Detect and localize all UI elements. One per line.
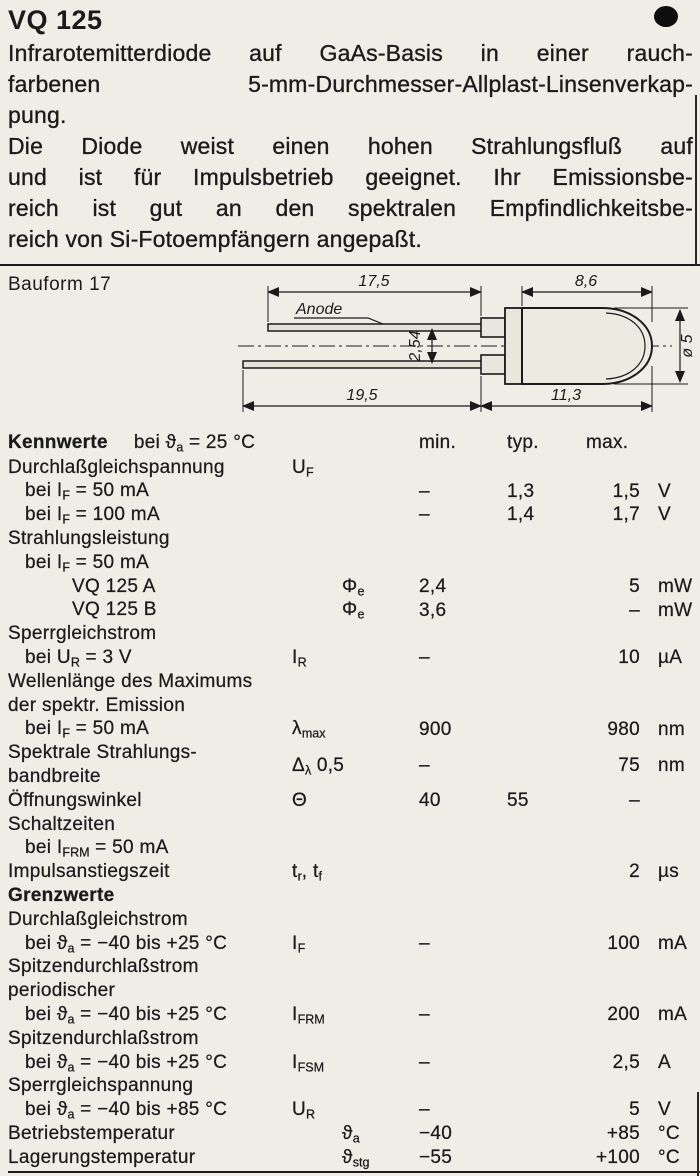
- row-label: bei $I_F = 50$ mA: [25, 480, 150, 503]
- table-row: [8, 861, 700, 885]
- row-label: bei $ϑ_a = -40$ bis +85 °C: [25, 1099, 228, 1122]
- table-row: [8, 956, 700, 980]
- row-symbol: $I_{FRM}$: [292, 1003, 325, 1027]
- row-label: Grenzwerte: [8, 884, 115, 906]
- bottom-rule: [8, 1171, 700, 1173]
- table-row: [8, 480, 700, 504]
- table-row: [8, 1051, 700, 1075]
- figure-label: Bauform 17: [8, 274, 112, 295]
- row-symbol: $t_r$, $t_f$: [292, 861, 323, 884]
- row-typ: 1,3: [507, 480, 535, 502]
- row-symbol: $\lambda_{max}$: [292, 718, 326, 741]
- row-symbol: $I_F$: [292, 932, 306, 956]
- lead-boss-bottom: [481, 355, 505, 374]
- row-unit: nm: [658, 718, 685, 740]
- row-max: +85: [606, 1123, 640, 1145]
- dim-lead-bottom-label: 19,5: [346, 387, 378, 404]
- row-min: 40: [419, 790, 441, 812]
- table-row: [8, 1146, 700, 1170]
- row-label: Spitzendurchlaßstrom: [8, 956, 199, 978]
- dim-body-label: 11,3: [551, 387, 581, 404]
- row-label: bei $I_{FRM} = 50$ mA: [25, 837, 169, 860]
- kennwerte-label: Kennwerte: [8, 431, 108, 453]
- black-dot-mark: [654, 6, 678, 27]
- table-row: [8, 1003, 700, 1027]
- intro-line: und ist für Impulsbetrieb geeignet. Ihr Emissionsbe-: [8, 164, 693, 190]
- row-label: VQ 125 B: [72, 599, 157, 621]
- row-min: –: [419, 1099, 430, 1121]
- anode-label: Anode: [296, 301, 343, 318]
- table-row: [8, 551, 700, 575]
- row-symbol: $\Phi_e$: [342, 575, 365, 599]
- row-unit: mA: [658, 1004, 688, 1026]
- row-max: 980: [607, 718, 640, 740]
- row-typ: 1,4: [507, 504, 535, 526]
- table-row: [8, 599, 700, 623]
- row-max: 1,5: [612, 480, 640, 502]
- row-unit: °C: [658, 1123, 680, 1145]
- row-min: –: [419, 647, 430, 669]
- table-row: [8, 694, 700, 718]
- row-min: 900: [419, 718, 452, 740]
- row-symbol: Θ: [292, 789, 308, 811]
- row-symbol: $\Delta_\lambda$ 0,5: [292, 755, 345, 778]
- row-symbol: $\Phi_e$: [342, 599, 365, 622]
- intro-line: reich von Si-Fotoempfängern angepaßt.: [8, 226, 422, 252]
- table-row: [8, 504, 700, 528]
- row-min: –: [419, 1051, 430, 1073]
- row-label: periodischer: [8, 980, 116, 1002]
- table-row: [8, 980, 700, 1004]
- row-label: VQ 125 A: [72, 575, 156, 597]
- row-label: Sperrgleichspannung: [8, 1075, 194, 1097]
- package-base: [505, 308, 522, 384]
- row-label: Betriebstemperatur: [8, 1122, 175, 1144]
- row-unit: V: [658, 480, 671, 502]
- row-max: 100: [607, 932, 640, 954]
- row-label: Schaltzeiten: [8, 813, 116, 835]
- row-label: bei $I_F = 50$ mA: [25, 551, 150, 575]
- row-label: Sperrgleichstrom: [8, 623, 157, 645]
- dim-diameter-label: ø 5: [679, 334, 696, 358]
- row-min: −55: [419, 1147, 453, 1168]
- table-header: [8, 430, 700, 456]
- row-min: –: [419, 932, 430, 954]
- row-typ: 55: [507, 790, 529, 812]
- row-max: 10: [618, 647, 640, 669]
- table-row: [8, 884, 700, 908]
- dim-lead-top-label: 17,5: [358, 273, 390, 290]
- row-max: 2: [629, 861, 640, 883]
- table-row: [8, 789, 700, 813]
- table-row: [8, 456, 700, 480]
- anode-leader-line: [294, 318, 383, 324]
- row-label: bei $ϑ_a = -40$ bis +25 °C: [25, 1003, 228, 1027]
- row-min: –: [419, 1004, 430, 1026]
- anode-lead: [268, 324, 490, 331]
- table-row: [8, 1122, 700, 1146]
- row-label: bei $I_F = 100$ mA: [25, 504, 160, 527]
- row-unit: nm: [658, 755, 685, 777]
- scan-artifact-line: [697, 1092, 699, 1176]
- row-max: 5: [629, 575, 640, 597]
- row-label: der spektr. Emission: [8, 694, 186, 716]
- row-min: −40: [419, 1123, 453, 1145]
- table-row: [8, 908, 700, 932]
- table-row: [8, 646, 700, 670]
- row-label: Lagerungstemperatur: [8, 1146, 196, 1168]
- row-label: Durchlaßgleichstrom: [8, 908, 188, 930]
- page-title: VQ 125: [8, 5, 103, 35]
- dim-lens-label: 8,6: [574, 273, 598, 290]
- table-row: [8, 623, 700, 647]
- row-min: –: [419, 755, 430, 777]
- row-label: Impulsanstiegszeit: [8, 861, 170, 883]
- row-unit: A: [658, 1051, 671, 1073]
- table-row: [8, 1075, 700, 1099]
- row-label: Spitzendurchlaßstrom: [8, 1027, 199, 1049]
- row-min: –: [419, 504, 430, 526]
- row-label: bei $I_F = 50$ mA: [25, 718, 150, 741]
- row-symbol: $I_{FSM}$: [292, 1051, 325, 1075]
- row-label: bei $ϑ_a = -40$ bis +25 °C: [25, 932, 228, 956]
- dim-pitch-label: 2,54: [407, 330, 424, 362]
- row-max: 200: [607, 1004, 640, 1026]
- row-label: bei $ϑ_a = -40$ bis +25 °C: [25, 1051, 228, 1075]
- table-row: [8, 575, 700, 599]
- row-max: 2,5: [612, 1051, 640, 1073]
- row-max: –: [629, 599, 640, 621]
- row-label: bandbreite: [8, 766, 101, 787]
- row-symbol: $ϑ_{stg}$: [342, 1146, 370, 1170]
- intro-line: farbenen 5-mm-Durchmesser-Allplast-Linsenverkap-: [8, 71, 693, 97]
- row-label: Öffnungswinkel: [8, 789, 142, 811]
- row-symbol: $U_R$: [292, 1099, 316, 1122]
- row-symbol: $U_F$: [292, 456, 314, 480]
- row-label: Spektrale Strahlungs-: [8, 742, 198, 764]
- intro-line: Die Diode weist einen hohen Strahlungsfluß auf: [8, 133, 693, 159]
- row-label: Durchlaßgleichspannung: [8, 456, 225, 478]
- row-max: +100: [596, 1147, 640, 1168]
- row-unit: mW: [658, 599, 693, 621]
- table-row: [8, 813, 700, 837]
- row-unit: mW: [658, 575, 693, 597]
- col-header-max: max.: [586, 432, 629, 453]
- table-body: [8, 456, 700, 1170]
- row-unit: °C: [658, 1147, 680, 1168]
- row-max: 1,7: [612, 504, 640, 526]
- row-unit: mA: [658, 932, 688, 954]
- intro-line: Infrarotemitterdiode auf GaAs-Basis in einer rauch-: [8, 40, 693, 66]
- lens-body: [522, 308, 652, 384]
- row-min: 3,6: [419, 599, 447, 621]
- intro-paragraphs: [0, 36, 700, 255]
- row-max: 75: [618, 755, 640, 777]
- row-unit: µs: [658, 861, 680, 883]
- col-header-min: min.: [419, 432, 457, 453]
- bauform-drawing: [0, 266, 700, 430]
- row-max: 5: [629, 1099, 640, 1121]
- table-row: [8, 527, 700, 551]
- row-max: –: [629, 790, 640, 812]
- row-symbol: $ϑ_a$: [342, 1122, 360, 1146]
- row-unit: µA: [658, 647, 683, 669]
- scan-artifact-line: [695, 95, 697, 265]
- row-unit: V: [658, 504, 671, 526]
- table-header-title: [8, 432, 407, 455]
- table-row: [8, 1027, 700, 1051]
- table-row: [8, 837, 700, 861]
- row-unit: V: [658, 1099, 671, 1121]
- intro-line: pung.: [8, 102, 67, 128]
- table-row: [8, 755, 700, 789]
- row-min: –: [419, 480, 430, 502]
- table-row: [8, 670, 700, 694]
- parameter-table: [0, 430, 700, 1173]
- lead-boss-top: [481, 318, 505, 337]
- intro-line: reich ist gut an den spektralen Empfindlichkeitsbe-: [8, 195, 693, 221]
- row-min: 2,4: [419, 575, 447, 597]
- table-row: [8, 932, 700, 956]
- row-symbol: $I_R$: [292, 647, 307, 670]
- row-label: bei $U_R = 3$ V: [25, 647, 132, 670]
- cathode-lead: [243, 361, 490, 368]
- row-label: Wellenlänge des Maximums: [8, 670, 253, 692]
- header-condition: bei $ϑ_a = 25$ °C: [133, 431, 256, 455]
- table-row: [8, 718, 700, 742]
- table-row: [8, 1099, 700, 1123]
- col-header-typ: typ.: [507, 432, 539, 453]
- row-label: Strahlungsleistung: [8, 528, 170, 550]
